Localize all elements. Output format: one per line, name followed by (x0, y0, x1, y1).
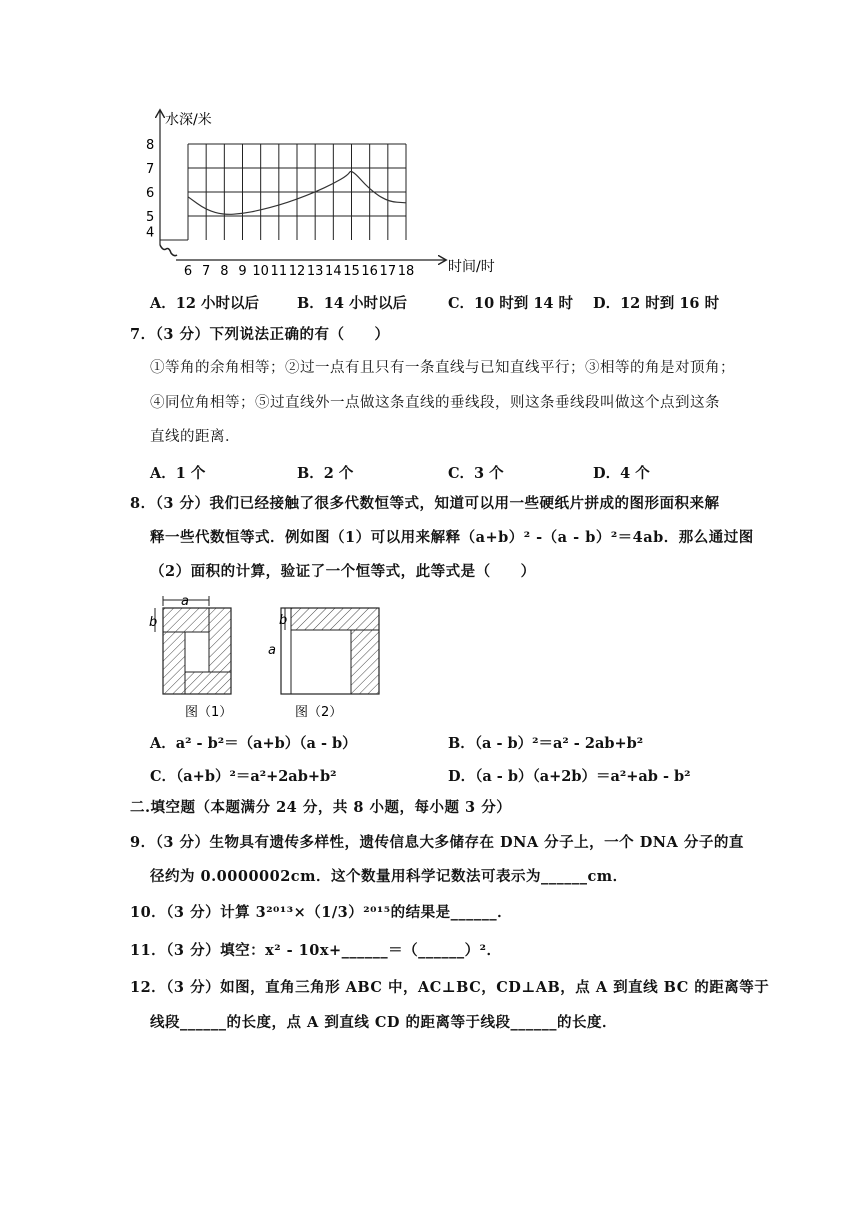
q6-option-d: D．12 时到 16 时 (593, 295, 720, 312)
x-tick-label: 16 (361, 264, 378, 279)
q9-line-2: 径约为 0.0000002cm．这个数量用科学记数法可表示为______cm． (150, 868, 628, 885)
q7-line-2: ④同位角相等；⑤过直线外一点做这条直线的垂线段，则这条垂线段叫做这个点到这条 (150, 395, 720, 411)
q8-option-a: A．a² - b²＝（a+b）（a - b） (150, 735, 357, 752)
x-tick-label: 10 (252, 264, 269, 279)
q7-stem: 7．（3 分）下列说法正确的有（ ） (130, 326, 390, 343)
q10-line: 10．（3 分）计算 3²⁰¹³×（1/3）²⁰¹⁵的结果是______． (130, 904, 513, 921)
x-tick-label: 18 (397, 264, 415, 279)
q7-option-c: C．3 个 (448, 465, 504, 482)
y-tick-label: 4 (146, 225, 155, 241)
q8-line-2: 释一些代数恒等式．例如图（1）可以用来解释（a+b）² -（a - b）²＝4ab．那么通过图 (150, 529, 754, 546)
q7-line-3: 直线的距离． (150, 429, 240, 445)
x-axis-label: 时间/时 (448, 259, 495, 275)
q7-option-d: D．4 个 (593, 465, 650, 482)
x-tick-label: 12 (288, 264, 306, 279)
y-tick-label: 5 (146, 210, 155, 225)
q8-option-d: D．（a - b）（a+2b）＝a²+ab - b² (448, 768, 691, 785)
q6-option-c: C．10 时到 14 时 (448, 295, 574, 312)
q9-line-1: 9．（3 分）生物具有遗传多样性，遗传信息大多储存在 DNA 分子上，一个 DNA 分子的直 (130, 834, 744, 851)
q8-option-b: B．（a - b）²＝a² - 2ab+b² (448, 735, 644, 752)
q12-line-2: 线段______的长度，点 A 到直线 CD 的距离等于线段______的长度． (150, 1014, 618, 1031)
q6-option-b: B．14 小时以后 (297, 295, 407, 312)
y-tick-label: 6 (146, 186, 155, 201)
axis-break-icon (160, 245, 177, 256)
x-tick-label: 6 (183, 264, 193, 279)
q11-line: 11．（3 分）填空：x² - 10x+______＝（______）²． (130, 942, 502, 959)
fig1-label-b: b (149, 615, 158, 630)
fig1-label-a: a (181, 594, 189, 609)
q7-option-a: A．1 个 (150, 465, 206, 482)
y-axis-label: 水深/米 (165, 112, 212, 128)
q8-option-c: C．（a+b）²＝a²+2ab+b² (150, 768, 337, 785)
fig2-label-a: a (268, 643, 276, 658)
q6-option-a: A．12 小时以后 (150, 295, 259, 312)
fig1-caption: 图（1） (185, 705, 233, 720)
x-tick-label: 11 (270, 264, 288, 279)
y-tick-label: 7 (146, 162, 155, 177)
x-tick-label: 9 (238, 264, 247, 279)
x-tick-label: 13 (306, 264, 324, 279)
figure-1 (149, 594, 231, 694)
y-tick-label: 8 (146, 138, 155, 153)
fig2-label-b: b (279, 613, 288, 628)
q7-option-b: B．2 个 (297, 465, 354, 482)
chart-ticks (146, 138, 414, 279)
x-tick-label: 8 (220, 264, 229, 279)
figure-2 (268, 608, 379, 694)
fig2-caption: 图（2） (295, 705, 343, 720)
x-tick-label: 14 (325, 264, 342, 279)
water-depth-chart (140, 105, 520, 280)
chart-axes (160, 111, 445, 260)
section-2-heading: 二.填空题（本题满分 24 分，共 8 小题，每小题 3 分） (130, 799, 512, 816)
q12-line-1: 12．（3 分）如图，直角三角形 ABC 中，AC⊥BC，CD⊥AB，点 A 到直线 BC 的距离等于 (130, 979, 770, 996)
x-tick-label: 7 (202, 264, 211, 279)
x-tick-label: 15 (343, 264, 360, 279)
q7-line-1: ①等角的余角相等；②过一点有且只有一条直线与已知直线平行；③相等的角是对顶角； (150, 360, 735, 376)
q8-line-1: 8．（3 分）我们已经接触了很多代数恒等式，知道可以用一些硬纸片拼成的图形面积来解 (130, 495, 720, 512)
q8-figures (145, 594, 405, 722)
x-tick-label: 17 (379, 264, 397, 279)
q8-line-3: （2）面积的计算，验证了一个恒等式，此等式是（ ） (150, 563, 536, 580)
